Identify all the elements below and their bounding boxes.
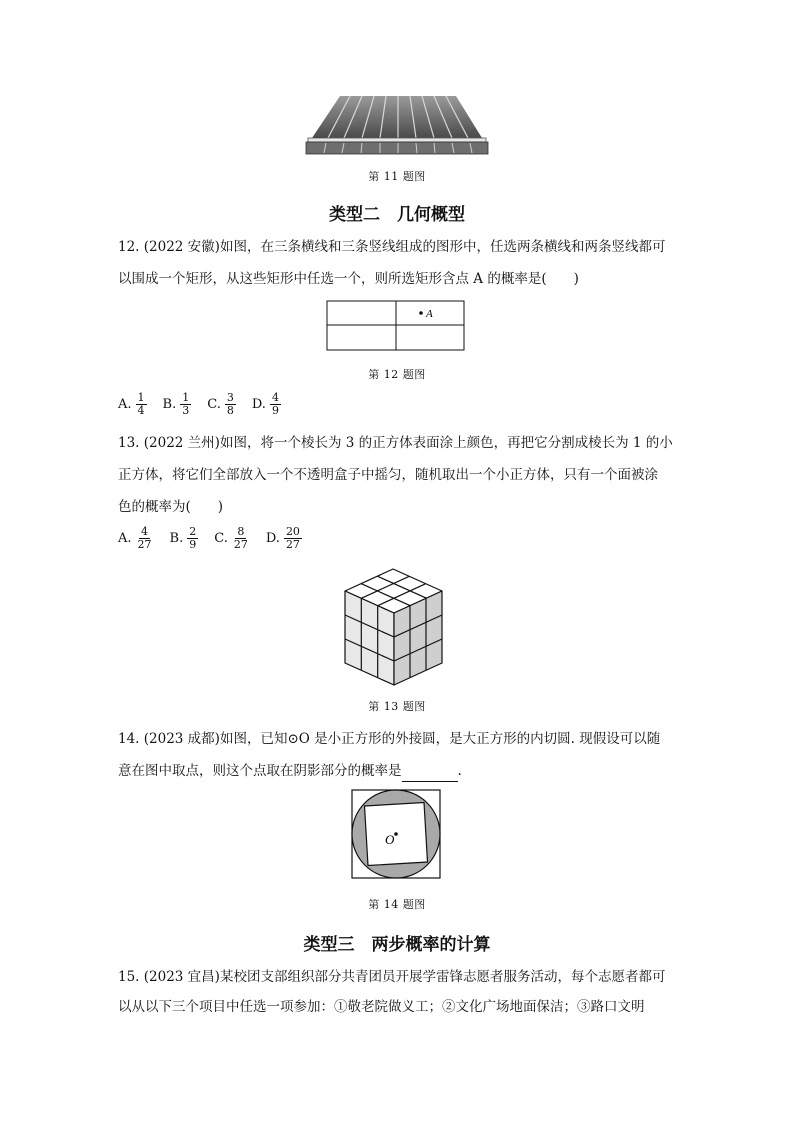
point-a-dot xyxy=(419,311,423,315)
q14-text-line2: 意在图中取点，则这个点取在阴影部分的概率是 . xyxy=(118,760,462,782)
figure-13-caption: 第 13 题图 xyxy=(368,700,426,713)
figure-12-caption: 第 12 题图 xyxy=(368,368,426,381)
q12-choices xyxy=(118,392,297,417)
figure-12-grid xyxy=(326,300,466,352)
q12-choice-d[interactable]: D. $\frac{4}{9}$ xyxy=(251,391,279,417)
point-a-label: A xyxy=(426,308,433,320)
q14-text-line1: 14. (2023 成都)如图，已知⊙O 是小正方形的外接圆，是大正方形的内切圆. 现假设可以随 xyxy=(118,731,661,747)
figure-11-caption: 第 11 题图 xyxy=(368,170,426,183)
q13-choice-a[interactable]: A. $\frac{4}{27}$ xyxy=(118,525,152,551)
q13-choices xyxy=(118,526,318,551)
q13-choice-b[interactable]: B. $\frac{2}{9}$ xyxy=(169,525,197,551)
q15-text-line1: 15. (2023 宜昌)某校团支部组织部分共青团员开展学雷锋志愿者服务活动，每个志愿者都可 xyxy=(118,969,666,985)
q14-answer-blank[interactable] xyxy=(402,767,458,782)
q12-choice-a[interactable]: A. $\frac{1}{4}$ xyxy=(118,391,145,417)
q12-choice-c[interactable]: C. $\frac{3}{8}$ xyxy=(207,391,234,417)
q12-text-line2: 以围成一个矩形，从这些矩形中任选一个，则所选矩形含点 A 的概率是( ) xyxy=(118,271,579,287)
q13-choice-c[interactable]: C. $\frac{8}{27}$ xyxy=(214,525,248,551)
figure-13-cube xyxy=(340,564,452,690)
section-title-type2: 类型二 几何概型 xyxy=(329,205,465,225)
q13-text-line1: 13. (2022 兰州)如图，将一个棱长为 3 的正方体表面涂上颜色，再把它分割成棱长为 1 的小 xyxy=(118,435,673,451)
figure-14-caption: 第 14 题图 xyxy=(368,898,426,911)
figure-14-circle-squares xyxy=(350,788,442,880)
q13-text-line3: 色的概率为( ) xyxy=(118,499,224,515)
q13-text-line2: 正方体，将它们全部放入一个不透明盒子中摇匀，随机取出一个小正方体，只有一个面被涂 xyxy=(118,467,658,483)
figure-11-board-image xyxy=(300,92,492,160)
q12-choice-b[interactable]: B. $\frac{1}{3}$ xyxy=(162,391,190,417)
q13-choice-d[interactable]: D. $\frac{20}{27}$ xyxy=(265,525,300,551)
section-title-type3: 类型三 两步概率的计算 xyxy=(303,935,491,955)
q12-text-line1: 12. (2022 安徽)如图，在三条横线和三条竖线组成的图形中，任选两条横线和两条竖线都可 xyxy=(118,239,666,255)
q15-text-line2: 以从以下三个项目中任选一项参加：①敬老院做义工；②文化广场地面保洁；③路口文明 xyxy=(118,999,645,1015)
center-o-label: O xyxy=(385,832,395,847)
